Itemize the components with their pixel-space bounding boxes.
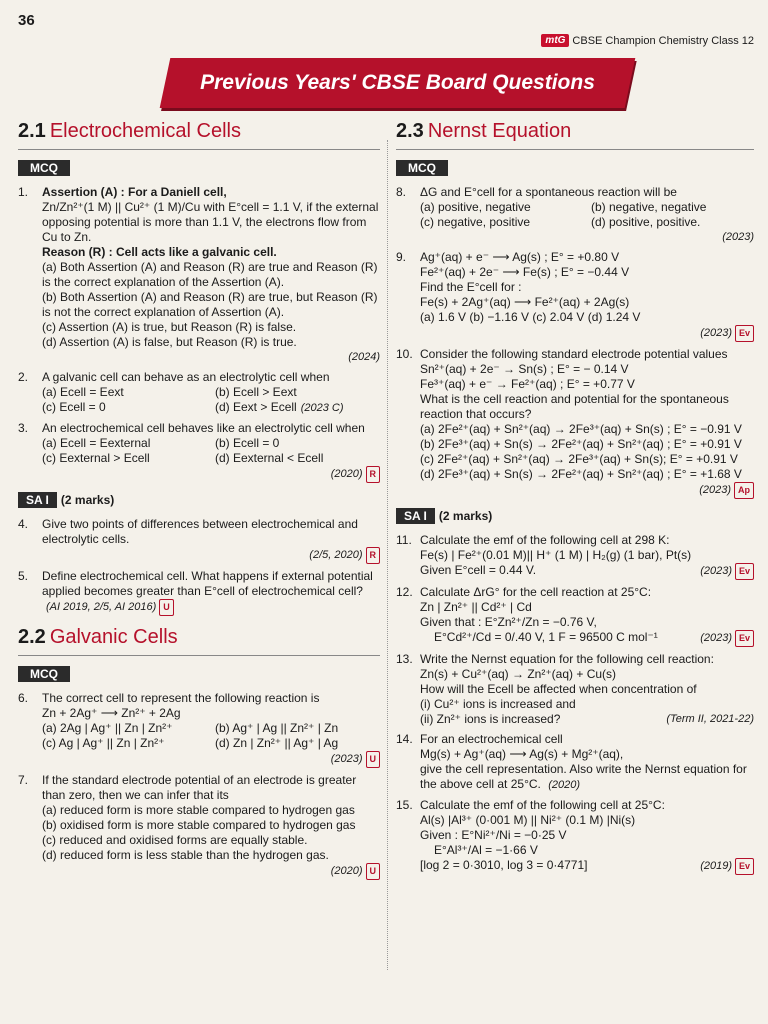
column-divider (387, 140, 388, 970)
question-4: 4. Give two points of differences between electrochemical and electrolytic cells. (2/5, 2020) R (18, 517, 380, 564)
section-heading: 2.3 Nernst Equation (396, 120, 572, 142)
question-15: 15. Calculate the emf of the following cell at 25°C: Al(s) |Al³⁺ (0·001 M) || Ni²⁺ (0.1 M) |Ni(s) Given : E°Ni²⁺/Ni = −0·25 V E°Al³⁺/Al = −1·66 V [log 2 = 0·3010, log 3 = 0·4771] (2019) Ev (396, 798, 754, 875)
mcq-tag: MCQ (18, 160, 70, 176)
question-6: 6. The correct cell to represent the following reaction is Zn + 2Ag⁺ ⟶ Zn²⁺ + 2Ag (a) 2Ag | Ag⁺ || Zn | Zn²⁺ (b) Ag⁺ | Ag || Zn²⁺ | Zn (c) Ag | Ag⁺ || Zn | Zn²⁺ (d) Zn | Zn²⁺ || Ag⁺ | Ag (2023) U (18, 691, 380, 768)
sa1-tag: SA I (396, 508, 435, 524)
question-2: 2. A galvanic cell can behave as an electrolytic cell when (a) Ecell = Eext (b) Ecell > Eext (c) Ecell = 0 (d) Eext > Ecell (2023 C) (18, 370, 344, 414)
question-1: 1. Assertion (A) : For a Daniell cell, Zn/Zn²⁺(1 M) || Cu²⁺ (1 M)/Cu with E°cell = 1.1 V, if the external opposing potential is more than 1.1 V, the electrons flow from Cu to Zn. Reason (R) : Cell acts like a galvanic cell. (a) Both Assertion (A) and Reason (R) are true and Reason (R) is the correct explanation of the Assertion (A). (b) Both Assertion (A) and Reason (R) are true, but Reason (R) is not the correct explanation of Assertion (A). (c) Assertion (A) is true, but Reason (R) is false. (d) Assertion (A) is false, but Reason (R) is true. (2024) (18, 185, 380, 363)
question-13: 13. Write the Nernst equation for the following cell reaction: Zn(s) + Cu²⁺(aq) → Zn²⁺(aq) + Cu(s) How will the Ecell be affected when concentration of (i) Cu²⁺ ions is increased and (ii) Zn²⁺ ions is increased? (Term II, 2021-22) (396, 652, 754, 726)
mcq-tag: MCQ (396, 160, 448, 176)
question-11: 11. Calculate the emf of the following cell at 298 K: Fe(s) | Fe²⁺(0.01 M)|| H⁺ (1 M) | H₂(g) (1 bar), Pt(s) Given E°cell = 0.44 V. (2023) Ev (396, 533, 754, 580)
question-3: 3. An electrochemical cell behaves like an electrolytic cell when (a) Ecell = Eexternal (b) Ecell = 0 (c) Eexternal > Ecell (d) Eexternal < Ecell (2020) R (18, 421, 380, 483)
page-number: 36 (18, 12, 35, 29)
question-5: 5. Define electrochemical cell. What happens if external potential applied becomes greater than E°cell of electrochemical cell? (AI 2019, 2/5, AI 2016) U (18, 569, 380, 616)
question-7: 7. If the standard electrode potential of an electrode is greater than zero, then we can infer that its (a) reduced form is more stable compared to hydrogen gas (b) oxidised form is more stable compared to hydrogen gas (c) reduced and oxidised forms are equally stable. (d) reduced form is less stable than the hydrogen gas. (2020) U (18, 773, 380, 880)
right-column: 2.3 Nernst Equation MCQ 8. ΔG and E°cell for a spontaneous reaction will be (a) positive, negative (b) negative, negative (c) negative, positive (d) positive, positive. (2023) 9. Ag⁺(aq) + e⁻ ⟶ Ag(s) ; E° = +0.80 V Fe²⁺(aq) + 2e⁻ ⟶ Fe(s) ; E° = −0.44 V Find the E°cell for : Fe(s) + 2Ag⁺(aq) ⟶ Fe²⁺(aq) + 2Ag(s) (a) 1.6 V (b) −1.16 V (c) 2.04 V (d) 1.24 V (2023) Ev 10. Consider the following standard electrode potential values Sn²⁺(aq) + 2e⁻ → Sn(s) ; E° = − 0.14 V Fe³⁺(aq) + e⁻ → Fe²⁺(aq) ; E° = +0.77 V What is the cell reaction and potential for the spontaneous reaction that occurs? (a) 2Fe²⁺(aq) + Sn²⁺(aq) → 2Fe³⁺(aq) + Sn(s) ; E° = −0.91 V (b) 2Fe³⁺(aq) + Sn(s) → 2Fe²⁺(aq) + Sn²⁺(aq) ; E° = +0.91 V (c) 2Fe²⁺(aq) + Sn²⁺(aq) → 2Fe³⁺(aq) + Sn(s); E° = +0.91 V (d) 2Fe³⁺(aq) + Sn(s) → 2Fe²⁺(aq) + Sn²⁺(aq) ; E° = +1.68 V (2023) Ap SA I (2 marks) 11. Calculate the emf of the following cell at 298 K: Fe(s) | Fe²⁺(0.01 M)|| H⁺ (1 M) | H₂(g) (1 bar), Pt(s) Given E°cell = 0.44 V. (2023) Ev 12. Calculate ΔrG° for the cell reaction at 25°C: Zn | Zn²⁺ || Cd²⁺ | Cd Given that : E°Zn²⁺/Zn = −0.76 V, E°Cd²⁺/Cd = 0/.40 V, 1 F = 96500 C mol⁻¹ (2023) Ev 13. Write the Nernst equation for the following cell reaction: Zn(s) + Cu²⁺(aq) → Zn²⁺(aq) + Cu(s) How will the Ecell be affected when concentration of (i) Cu²⁺ ions is increased and (ii) Zn²⁺ ions is increased? (Term II, 2021-22) 14. For an electrochemical cell Mg(s) + Ag⁺(aq) ⟶ Ag(s) + Mg²⁺(aq), give the cell representation. Also write the Nernst equation for the above cell at 25°C. (2020) 15. Calculate the emf of the following cell at 25°C: Al(s) |Al³⁺ (0·001 M) || Ni²⁺ (0.1 M) |Ni(s) Given : E°Ni²⁺/Ni = −0·25 V E°Al³⁺/Al = −1·66 V [log 2 = 0·3010, log 3 = 0·4771] (2019) Ev (396, 118, 754, 880)
question-10: 10. Consider the following standard electrode potential values Sn²⁺(aq) + 2e⁻ → Sn(s) ; E° = − 0.14 V Fe³⁺(aq) + e⁻ → Fe²⁺(aq) ; E° = +0.77 V What is the cell reaction and potential for the spontaneous reaction that occurs? (a) 2Fe²⁺(aq) + Sn²⁺(aq) → 2Fe³⁺(aq) + Sn(s) ; E° = −0.91 V (b) 2Fe³⁺(aq) + Sn(s) → 2Fe²⁺(aq) + Sn²⁺(aq) ; E° = +0.91 V (c) 2Fe²⁺(aq) + Sn²⁺(aq) → 2Fe³⁺(aq) + Sn(s); E° = +0.91 V (d) 2Fe³⁺(aq) + Sn(s) → 2Fe²⁺(aq) + Sn²⁺(aq) ; E° = +1.68 V (2023) Ap (396, 347, 754, 499)
mcq-tag: MCQ (18, 666, 70, 682)
left-column: 2.1 Electrochemical Cells MCQ 1. Assertion (A) : For a Daniell cell, Zn/Zn²⁺(1 M) || Cu²⁺ (1 M)/Cu with E°cell = 1.1 V, if the external opposing potential is more than 1.1 V, the electrons flow from Cu to Zn. Reason (R) : Cell acts like a galvanic cell. (a) Both Assertion (A) and Reason (R) are true and Reason (R) is the correct explanation of the Assertion (A). (b) Both Assertion (A) and Reason (R) are true, but Reason (R) is not the correct explanation of Assertion (A). (c) Assertion (A) is true, but Reason (R) is false. (d) Assertion (A) is false, but Reason (R) is true. (2024) 2. A galvanic cell can behave as an electrolytic cell when (a) Ecell = Eext (b) Ecell > Eext (c) Ecell = 0 (d) Eext > Ecell (2023 C) 3. An electrochemical cell behaves like an electrolytic cell when (a) Ecell = Eexternal (b) Ecell = 0 (c) Eexternal > Ecell (d) Eexternal < Ecell (2020) R SA I (2 marks) 4. Give two points of differences between electrochemical and electrolytic cells. (2/5, 2020) R 5. Define electrochemical cell. What happens if external potential applied becomes greater than E°cell of electrochemical cell? (AI 2019, 2/5, AI 2016) U 2.2 Galvanic Cells MCQ 6. The correct cell to represent the following reaction is Zn + 2Ag⁺ ⟶ Zn²⁺ + 2Ag (a) 2Ag | Ag⁺ || Zn | Zn²⁺ (b) Ag⁺ | Ag || Zn²⁺ | Zn (c) Ag | Ag⁺ || Zn | Zn²⁺ (d) Zn | Zn²⁺ || Ag⁺ | Ag (2023) U 7. If the standard electrode potential of an electrode is greater than zero, then we can infer that its (a) reduced form is more stable compared to hydrogen gas (b) oxidised form is more stable compared to hydrogen gas (c) reduced and oxidised forms are equally stable. (d) reduced form is less stable than the hydrogen gas. (2020) U (18, 118, 380, 885)
question-8: 8. ΔG and E°cell for a spontaneous reaction will be (a) positive, negative (b) negative, negative (c) negative, positive (d) positive, positive. (2023) (396, 185, 754, 243)
question-9: 9. Ag⁺(aq) + e⁻ ⟶ Ag(s) ; E° = +0.80 V Fe²⁺(aq) + 2e⁻ ⟶ Fe(s) ; E° = −0.44 V Find the E°cell for : Fe(s) + 2Ag⁺(aq) ⟶ Fe²⁺(aq) + 2Ag(s) (a) 1.6 V (b) −1.16 V (c) 2.04 V (d) 1.24 V (2023) Ev (396, 250, 754, 342)
brand-text: CBSE Champion Chemistry Class 12 (572, 34, 754, 47)
banner-title: Previous Years' CBSE Board Questions (200, 71, 595, 94)
section-heading: 2.1 Electrochemical Cells (18, 120, 241, 142)
brand-logo: mtG (541, 34, 569, 47)
sa1-tag: SA I (18, 492, 57, 508)
question-14: 14. For an electrochemical cell Mg(s) + Ag⁺(aq) ⟶ Ag(s) + Mg²⁺(aq), give the cell representation. Also write the Nernst equation for the above cell at 25°C. (2020) (396, 732, 747, 791)
brand (541, 34, 754, 47)
section-heading: 2.2 Galvanic Cells (18, 626, 178, 648)
question-12: 12. Calculate ΔrG° for the cell reaction at 25°C: Zn | Zn²⁺ || Cd²⁺ | Cd Given that : E°Zn²⁺/Zn = −0.76 V, E°Cd²⁺/Cd = 0/.40 V, 1 F = 96500 C mol⁻¹ (2023) Ev (396, 585, 754, 647)
